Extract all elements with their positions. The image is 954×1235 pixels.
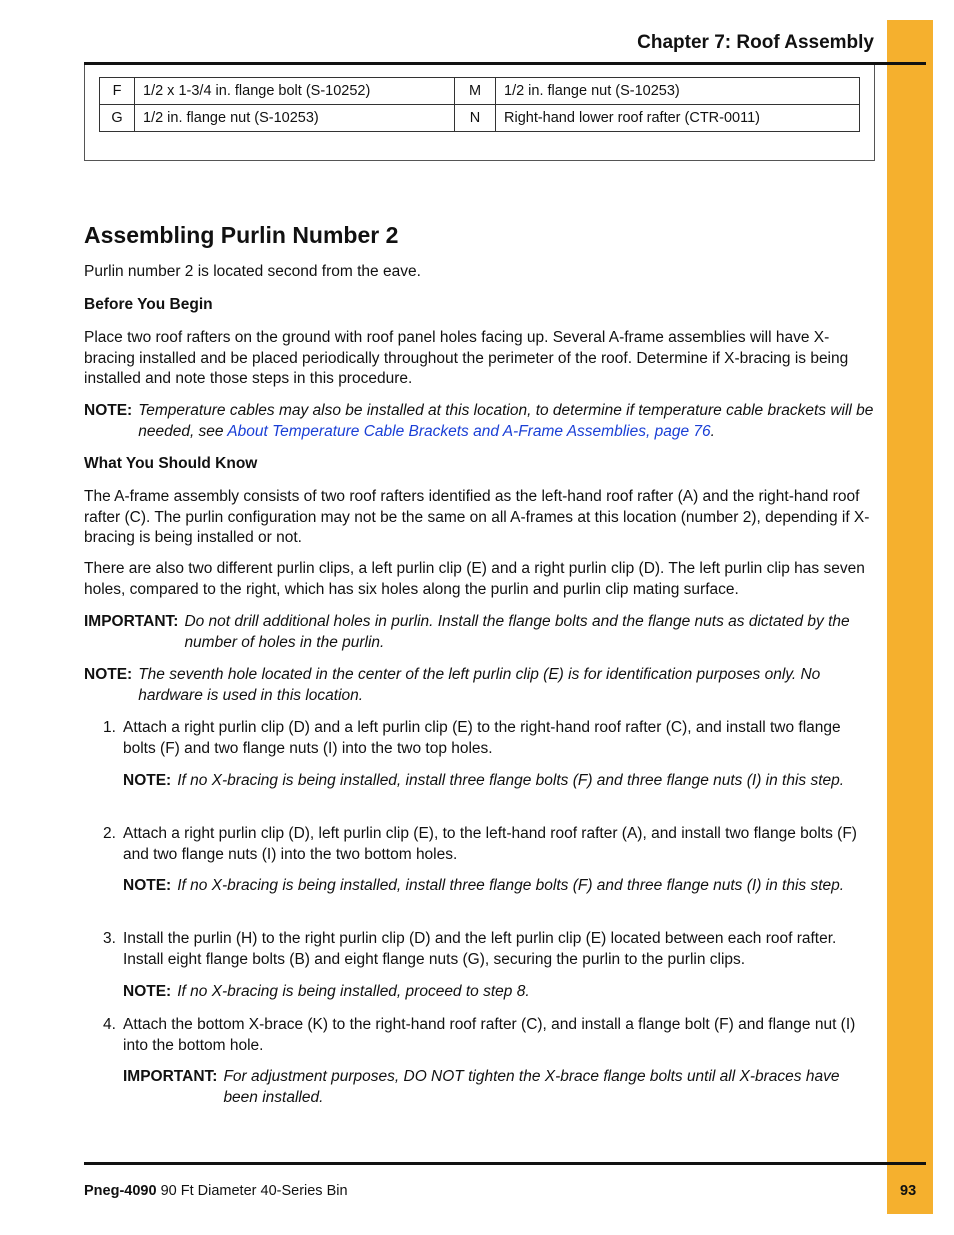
note-text: If no X-bracing is being installed, install three flange bolts (F) and three flange nuts (I) in this step. xyxy=(177,877,845,894)
section-title: Assembling Purlin Number 2 xyxy=(84,222,399,248)
note-text: If no X-bracing is being installed, install three flange bolts (F) and three flange nuts (I) in this step. xyxy=(177,772,845,789)
step-3 xyxy=(103,929,876,970)
step-number: 1. xyxy=(103,719,116,736)
important-drill-note xyxy=(84,612,876,653)
step-number: 4. xyxy=(103,1016,116,1033)
note-text-body: Temperature cables may also be installed at this location, to determine if temperature cable brackets will be needed, see xyxy=(138,402,874,440)
temperature-cable-note xyxy=(84,401,876,442)
part-description: 1/2 x 1-3/4 in. flange bolt (S-10252) xyxy=(135,78,455,105)
step-1-note xyxy=(123,771,873,792)
parts-legend-box xyxy=(84,65,875,161)
important-label: IMPORTANT: xyxy=(123,1068,218,1085)
what-you-should-know-heading: What You Should Know xyxy=(84,455,258,472)
step-2 xyxy=(103,824,876,865)
note-label: NOTE: xyxy=(123,877,172,894)
part-description: Right-hand lower roof rafter (CTR-0011) xyxy=(496,105,860,132)
page-number: 93 xyxy=(900,1183,917,1199)
table-row xyxy=(100,78,860,105)
step-4 xyxy=(103,1015,876,1056)
note-label: NOTE: xyxy=(123,983,172,1000)
chapter-title: Chapter 7: Roof Assembly xyxy=(637,32,874,53)
before-you-begin-text: Place two roof rafters on the ground with roof panel holes facing up. Several A-frame assemblies will have X-bracing installed and be placed periodically throughout the perimeter of the roof. Determine if X-bracing is being installed and note those steps in this procedure. xyxy=(84,329,849,387)
part-key: G xyxy=(100,105,135,132)
document-title: 90 Ft Diameter 40-Series Bin xyxy=(160,1183,348,1199)
parts-table xyxy=(99,77,860,132)
important-label: IMPORTANT: xyxy=(84,613,179,630)
what-you-should-know-paragraph-2: There are also two different purlin clips, a left purlin clip (E) and a right purlin clip (D). The left purlin clip has seven holes, compared to the right, which has six holes along the purlin and purlin clip mating surface. xyxy=(84,560,865,598)
seventh-hole-note xyxy=(84,665,876,706)
note-label: NOTE: xyxy=(84,402,133,419)
step-number: 3. xyxy=(103,930,116,947)
step-text: Install the purlin (H) to the right purlin clip (D) and the left purlin clip (E) located between each roof rafter. Install eight flange bolts (B) and eight flange nuts (G), securing the purlin to the purlin clips. xyxy=(123,930,837,968)
part-description: 1/2 in. flange nut (S-10253) xyxy=(496,78,860,105)
footer-document-info xyxy=(84,1183,348,1199)
what-you-should-know-paragraph-1: The A-frame assembly consists of two roof rafters identified as the left-hand roof rafter (A) and the right-hand roof rafter (C). The purlin configuration may not be the same on all A-frames at this location (number 2), depending if X-bracing is being installed or not. xyxy=(84,488,870,546)
note-text xyxy=(138,401,876,442)
before-you-begin-heading: Before You Begin xyxy=(84,296,213,313)
footer-rule xyxy=(84,1162,926,1165)
step-text: Attach a right purlin clip (D) and a left purlin clip (E) to the right-hand roof rafter (C), and install two flange bolts (F) and two flange nuts (I) into the two top holes. xyxy=(123,719,841,757)
note-label: NOTE: xyxy=(84,666,133,683)
document-id: Pneg-4090 xyxy=(84,1183,157,1199)
note-text: The seventh hole located in the center of the left purlin clip (E) is for identification purposes only. No hardware is used in this location. xyxy=(138,666,821,704)
step-1 xyxy=(103,718,876,759)
part-key: F xyxy=(100,78,135,105)
important-text: For adjustment purposes, DO NOT tighten the X-brace flange bolts until all X-braces have been installed. xyxy=(223,1068,840,1106)
step-number: 2. xyxy=(103,825,116,842)
step-4-important xyxy=(123,1067,873,1108)
part-description: 1/2 in. flange nut (S-10253) xyxy=(135,105,455,132)
note-label: NOTE: xyxy=(123,772,172,789)
step-text: Attach a right purlin clip (D), left purlin clip (E), to the left-hand roof rafter (A), and install two flange bolts (F) and two flange nuts (I) into the two bottom holes. xyxy=(123,825,857,863)
important-text: Do not drill additional holes in purlin. Install the flange bolts and the flange nuts as dictated by the number of holes in the purlin. xyxy=(184,613,850,651)
table-row xyxy=(100,105,860,132)
step-text: Attach the bottom X-brace (K) to the right-hand roof rafter (C), and install a flange bolt (F) and flange nut (I) into the bottom hole. xyxy=(123,1016,856,1054)
step-2-note xyxy=(123,876,873,897)
step-3-note xyxy=(123,982,873,1003)
chapter-sidebar-tab xyxy=(887,20,933,1214)
part-key: N xyxy=(455,105,496,132)
note-text: If no X-bracing is being installed, proceed to step 8. xyxy=(177,983,530,1000)
part-key: M xyxy=(455,78,496,105)
intro-text: Purlin number 2 is located second from the eave. xyxy=(84,263,421,280)
note-text-end: . xyxy=(710,422,715,440)
temperature-cable-brackets-link[interactable]: About Temperature Cable Brackets and A-Frame Assemblies, page 76 xyxy=(227,422,711,440)
